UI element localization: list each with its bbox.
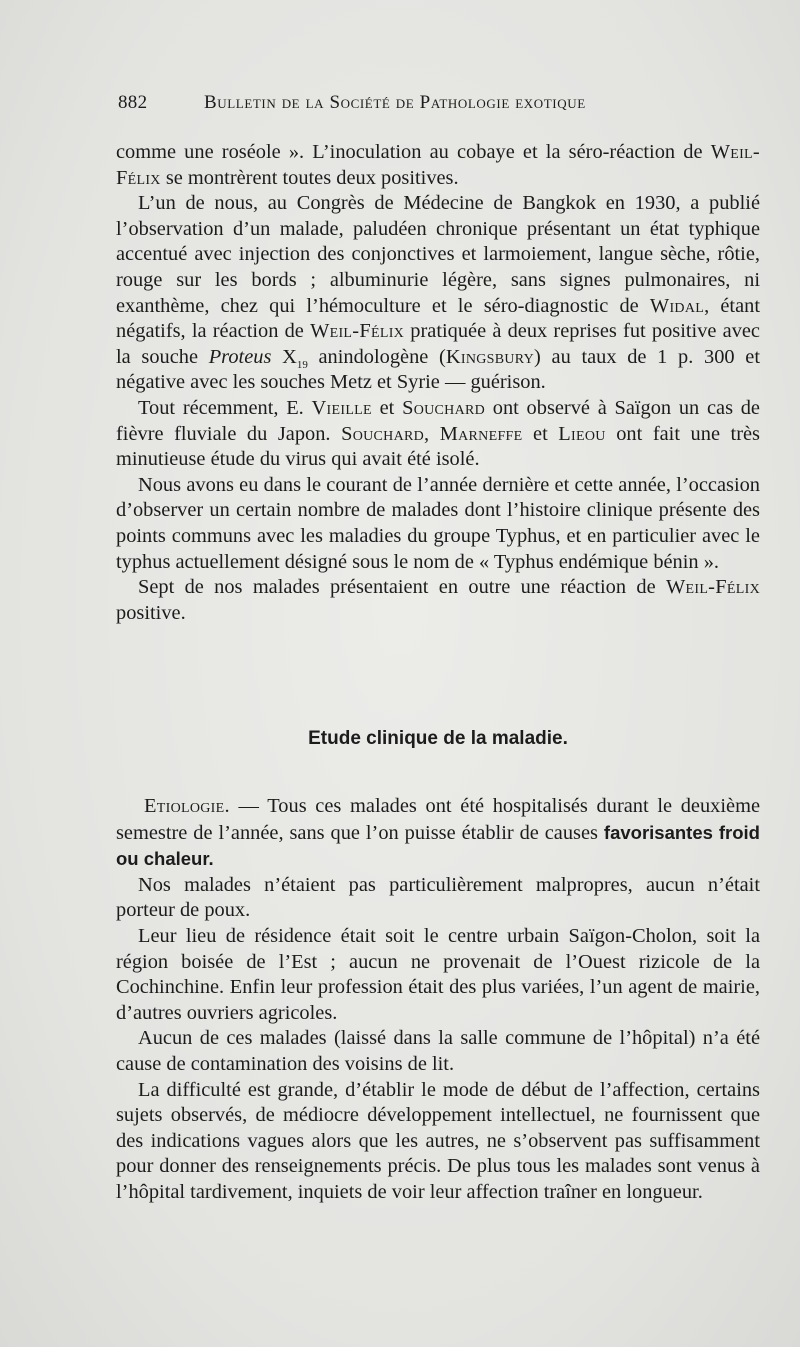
- author-name: Widal: [649, 294, 705, 317]
- page-number: 882: [118, 92, 148, 113]
- text-span: , étant négatifs, la réaction de: [116, 294, 761, 343]
- author-name: Marneffe: [439, 422, 523, 445]
- author-name: Kingsbury: [445, 345, 535, 368]
- paragraph-1: [116, 140, 760, 191]
- paragraph-5: [116, 575, 760, 626]
- paragraph-2: [116, 191, 760, 396]
- text-span: L’un de nous, au Congrès de Médecine de Bangkok en 1930, a publié l’observation d’un malade, paludéen chronique présentant un état typhique accentué avec injection des conjonctives et larmoiement, langue sèche, rôtie, rouge sur les bords ; albuminurie légère, sans signes pulmonaires, ni exanthème, chez qui l’hémoculture et le séro-diagnostic de: [116, 192, 760, 317]
- text-span: Sept de nos malades présentaient en outre une réaction de: [138, 576, 666, 599]
- author-name: Weil-Félix: [310, 320, 405, 343]
- text-span: et: [371, 396, 403, 419]
- author-name: Vieille: [311, 396, 372, 419]
- bold-text: favorisantes froid ou chaleur.: [116, 821, 760, 870]
- paragraph-6: Nos malades n’étaient pas particulièrement malpropres, aucun n’était porteur de poux.: [116, 873, 760, 922]
- author-name: Souchard: [402, 396, 486, 419]
- author-name: Souchard: [341, 422, 425, 445]
- subscript: 19: [296, 358, 308, 371]
- paragraph-9: La difficulté est grande, d’établir le mode de début de l’affection, certains sujets observés, de médiocre développement intellectuel, ne fournissent que des indications vagues alors que les autres, ne s’observent pas suffisamment pour donner des renseignements précis. De plus tous les malades sont venus à l’hôpital tardivement, inquiets de voir leur affection traîner en longueur.: [116, 1078, 760, 1203]
- species-name: Proteus: [208, 345, 272, 368]
- text-span: comme une roséole ». L’inoculation au cobaye et la séro-réaction de: [116, 141, 711, 163]
- text-span: X: [271, 345, 297, 368]
- author-name: Weil-Félix: [665, 576, 760, 599]
- body-text-upper: [116, 140, 760, 626]
- section-heading: Etude clinique de la maladie.: [308, 728, 568, 749]
- paragraph-7: Leur lieu de résidence était soit le centre urbain Saïgon-Cholon, soit la région boisée de l’Est ; aucun ne provenait de l’Ouest rizicole de la Cochinchine. Enfin leur profession était des plus variées, l’un agent de mairie, d’autres ouvriers agricoles.: [116, 924, 760, 1024]
- subsection-label: Etiologie.: [144, 795, 230, 817]
- text-span: ,: [424, 422, 440, 445]
- text-span: anindologène (: [307, 345, 446, 368]
- paragraph-8: Aucun de ces malades (laissé dans la salle commune de l’hôpital) n’a été cause de contamination des voisins de lit.: [116, 1027, 760, 1075]
- text-span: positive.: [116, 601, 186, 624]
- body-text-lower: [116, 794, 760, 1206]
- text-span: — Tous ces malades ont été hospitalisés durant le deuxième semestre de l’année, sans que l’on puisse établir de causes: [116, 795, 760, 844]
- paragraph-etiologie: [116, 794, 760, 873]
- author-name: Weil-Félix: [116, 141, 760, 189]
- running-title: Bulletin de la Société de Pathologie exotique: [204, 92, 586, 113]
- paragraph-4: Nous avons eu dans le courant de l’année dernière et cette année, l’occasion d’observer un certain nombre de malades dont l’histoire clinique présente des points communs avec les maladies du groupe Typhus, et en particulier avec le typhus actuellement désigné sous le nom de « Typhus endémique bénin ».: [116, 473, 760, 573]
- text-span: et: [522, 422, 559, 445]
- text-span: ont observé à Saïgon un cas de fièvre fluviale du Japon.: [116, 396, 760, 445]
- text-span: ) au taux de 1 p. 300 et négative avec les souches Metz et Syrie — guérison.: [116, 345, 760, 394]
- text-span: pratiquée à deux reprises fut positive avec la souche: [116, 320, 760, 368]
- paragraph-3: [116, 396, 760, 473]
- text-span: ont fait une très minutieuse étude du virus qui avait été isolé.: [116, 422, 760, 471]
- text-span: se montrèrent toutes deux positives.: [160, 166, 459, 189]
- text-span: Tout récemment, E.: [138, 396, 312, 419]
- page-header: [118, 92, 758, 122]
- author-name: Lieou: [558, 422, 606, 445]
